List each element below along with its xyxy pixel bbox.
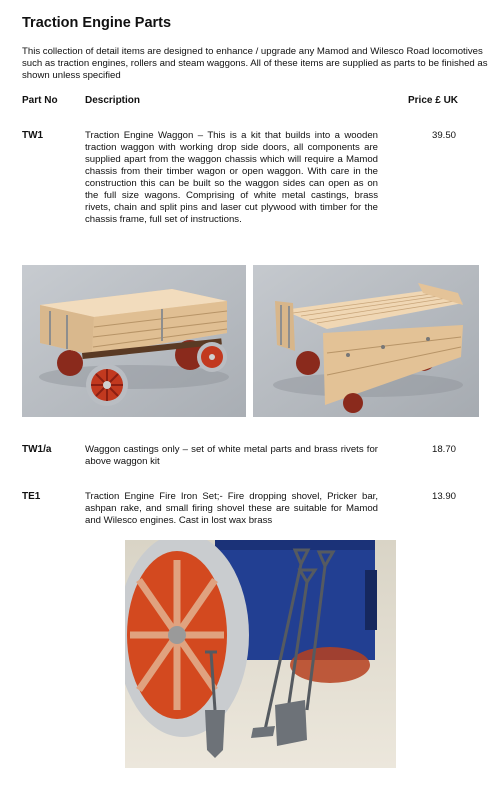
part-price: 39.50 <box>432 130 457 141</box>
header-part-no: Part No <box>22 95 58 106</box>
header-description: Description <box>85 95 141 106</box>
part-number: TW1/a <box>22 444 52 455</box>
waggon-photo-open <box>253 265 479 417</box>
part-description: Traction Engine Fire Iron Set;- Fire dropping shovel, Pricker bar, ashpan rake, and small firing shovel these are suitable for Mamod and Wilesco engines. Cast in lost wax brass <box>85 491 378 526</box>
fire-iron-set-photo <box>125 540 396 768</box>
waggon-photo-closed <box>22 265 246 417</box>
part-number: TE1 <box>22 491 41 502</box>
part-description: Waggon castings only – set of white metal parts and brass rivets for above waggon kit <box>85 444 378 467</box>
page-title: Traction Engine Parts <box>22 15 172 31</box>
part-number: TW1 <box>22 130 44 141</box>
intro-paragraph: This collection of detail items are designed to enhance / upgrade any Mamod and Wilesco Road locomotives such as traction engines, rollers and steam waggons. All of these items are supplied as parts to be finished as shown unless specified <box>22 46 488 81</box>
part-description: Traction Engine Waggon – This is a kit that builds into a wooden traction waggon with working drop side doors, all components are supplied apart from the waggon chassis which will require a Mamod chassis from their timber wagon or open waggon. With care in the construction this can be built so the waggon sides can open as on the full size wagons. Comprising of white metal castings, brass rivets, chain and split pins and laser cut plywood with timber for the chassis frame, full set of instructions. <box>85 130 378 225</box>
part-price: 18.70 <box>432 444 457 455</box>
part-price: 13.90 <box>432 491 457 502</box>
header-price: Price £ UK <box>408 95 459 106</box>
